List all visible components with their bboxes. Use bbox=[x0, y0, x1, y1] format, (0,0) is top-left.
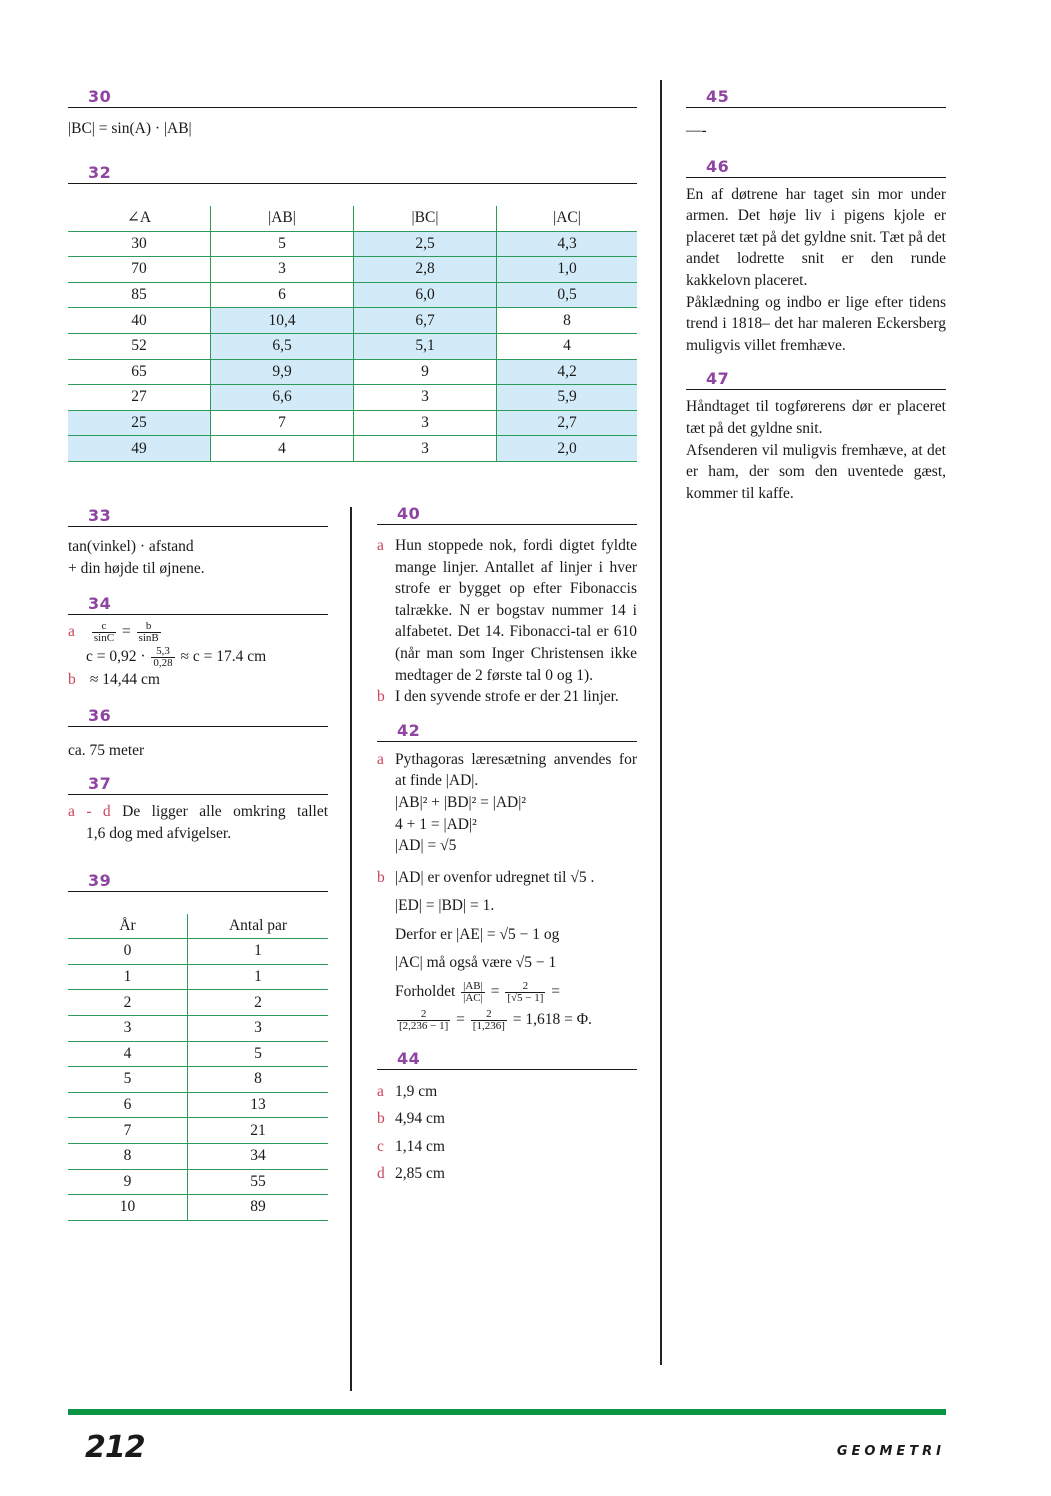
table-row bbox=[68, 1143, 328, 1169]
page-number: 212 bbox=[85, 1430, 145, 1465]
section-30 bbox=[68, 87, 637, 140]
table-cell: 0,5 bbox=[497, 282, 638, 308]
table-cell: 49 bbox=[68, 436, 211, 462]
item-label: a bbox=[68, 623, 75, 641]
ratio-result-line: $\frac{2}{[2,236 - 1]}$ = $\frac{2}{[1,236]}$ = 1,618 = Φ. bbox=[399, 1008, 592, 1033]
fraction: $\frac{2}{[1,236]}$ bbox=[472, 1008, 505, 1033]
table-cell: 5 bbox=[68, 1067, 188, 1093]
section-number: 39 bbox=[68, 871, 328, 892]
table-cell: 6 bbox=[68, 1092, 188, 1118]
table-row bbox=[68, 1067, 328, 1093]
table-cell: 8 bbox=[497, 308, 638, 334]
left-column bbox=[68, 506, 328, 1221]
table-row bbox=[68, 1118, 328, 1144]
table-cell: 2,8 bbox=[354, 257, 497, 283]
table-header-row bbox=[68, 914, 328, 939]
table-cell: 6,0 bbox=[354, 282, 497, 308]
table-row bbox=[68, 1169, 328, 1195]
section-number: 46 bbox=[686, 157, 946, 178]
table-cell: 2,7 bbox=[497, 410, 638, 436]
item-label: b bbox=[377, 868, 385, 886]
answer-line: tan(vinkel) · afstand bbox=[68, 538, 194, 555]
table-cell: 6,7 bbox=[354, 308, 497, 334]
table-cell: 27 bbox=[68, 385, 211, 411]
section-37 bbox=[68, 774, 328, 844]
list-item: d 2,85 cm bbox=[377, 1165, 445, 1183]
fraction: $\frac{5,3}{0,28}$ bbox=[153, 645, 173, 670]
item-label: b bbox=[68, 671, 76, 689]
section-36 bbox=[68, 706, 328, 762]
table-cell: 6,5 bbox=[211, 333, 354, 359]
table-row bbox=[68, 359, 637, 385]
table-cell: 9,9 bbox=[211, 359, 354, 385]
table-cell: 7 bbox=[68, 1118, 188, 1144]
table-cell: 3 bbox=[354, 436, 497, 462]
table-cell: 4,3 bbox=[497, 231, 638, 257]
section-number: 45 bbox=[686, 87, 946, 108]
table-cell: 34 bbox=[188, 1143, 329, 1169]
answer-line: 1,6 dog med afvigelser. bbox=[86, 824, 232, 842]
section-40 bbox=[377, 504, 637, 708]
table-cell: 2,0 bbox=[497, 436, 638, 462]
middle-column bbox=[377, 504, 637, 1188]
item-label: a bbox=[377, 537, 384, 554]
paragraph: En af døtrene har taget sin mor under armen. Det høje liv i pigens kjole er placeret tæt på det gyldne snit. Tæt på det andet lodrette snit er den runde kakkelovn placeret. bbox=[686, 185, 946, 289]
footer-bar bbox=[68, 1409, 946, 1415]
table-cell: 4,2 bbox=[497, 359, 638, 385]
answer-list bbox=[377, 1078, 637, 1188]
section-39 bbox=[68, 871, 328, 1221]
fraction: $\frac{|AB|}{|AC|}$ bbox=[463, 979, 483, 1004]
table-cell: 2,5 bbox=[354, 231, 497, 257]
section-number: 47 bbox=[686, 369, 946, 390]
table-cell: 55 bbox=[188, 1169, 329, 1195]
table-row bbox=[68, 1041, 328, 1067]
table-cell: 8 bbox=[68, 1143, 188, 1169]
table-cell: 1 bbox=[188, 939, 329, 965]
table-cell: 2 bbox=[68, 990, 188, 1016]
table-cell: 9 bbox=[68, 1169, 188, 1195]
table-row bbox=[68, 990, 328, 1016]
table-cell: 40 bbox=[68, 308, 211, 334]
fibonacci-table bbox=[68, 914, 328, 1221]
table-cell: 6 bbox=[211, 282, 354, 308]
table-row bbox=[68, 410, 637, 436]
list-item: c 1,14 cm bbox=[377, 1137, 445, 1155]
table-cell: 3 bbox=[188, 1015, 329, 1041]
table-cell: 85 bbox=[68, 282, 211, 308]
answer-text: |BC| = sin(A) · |AB| bbox=[68, 120, 192, 137]
table-row bbox=[68, 308, 637, 334]
table-cell: 0 bbox=[68, 939, 188, 965]
table-cell: 25 bbox=[68, 410, 211, 436]
table-cell: 9 bbox=[354, 359, 497, 385]
answer-text: ca. 75 meter bbox=[68, 741, 145, 759]
fraction: $\frac{c}{\sin C}$ bbox=[93, 620, 115, 645]
table-cell: 89 bbox=[188, 1195, 329, 1221]
table-cell: 65 bbox=[68, 359, 211, 385]
column-header: |BC| bbox=[354, 206, 497, 231]
table-row bbox=[68, 282, 637, 308]
column-header: ∠A bbox=[68, 206, 211, 231]
fraction: $\frac{2}{[2,236 - 1]}$ bbox=[399, 1008, 449, 1033]
item-label: a - d bbox=[68, 803, 111, 821]
section-number: 36 bbox=[68, 706, 328, 727]
table-cell: 7 bbox=[211, 410, 354, 436]
item-label: a bbox=[377, 750, 384, 768]
section-34 bbox=[68, 594, 328, 691]
table-cell: 3 bbox=[354, 410, 497, 436]
fraction: $\frac{2}{[√5 - 1]}$ bbox=[507, 979, 544, 1004]
item-label: b bbox=[377, 688, 385, 706]
list-item: a 1,9 cm bbox=[377, 1082, 438, 1100]
fraction: $\frac{b}{\sin B}$ bbox=[138, 620, 159, 645]
column-header: År bbox=[68, 914, 188, 939]
angle-sides-table bbox=[68, 206, 637, 462]
table-row bbox=[68, 333, 637, 359]
list-item: b 4,94 cm bbox=[377, 1110, 445, 1128]
section-number: 30 bbox=[68, 87, 637, 108]
section-44 bbox=[377, 1049, 637, 1188]
sub-answer-a-line2: c = 0,92 · $\frac{5,3}{0,28}$ ≈ c = 17.4 cm bbox=[86, 645, 267, 670]
section-42 bbox=[377, 721, 637, 1035]
table-cell: 3 bbox=[211, 257, 354, 283]
table-cell: 5 bbox=[188, 1041, 329, 1067]
table-row bbox=[68, 436, 637, 462]
paragraph: Påklædning og indbo er lige efter tidens trend i 1818– det har maleren Eckersberg muligvis villet fremhæve. bbox=[686, 293, 946, 354]
section-32 bbox=[68, 163, 637, 462]
paragraph: Håndtaget til togførerens dør er placeret tæt på det gyldne snit. bbox=[686, 398, 946, 437]
section-47 bbox=[686, 369, 946, 504]
column-header: |AC| bbox=[497, 206, 638, 231]
table-header-row bbox=[68, 206, 637, 231]
section-45 bbox=[686, 87, 946, 142]
table-cell: 1 bbox=[188, 964, 329, 990]
section-number: 34 bbox=[68, 594, 328, 615]
sub-answer-b: b ≈ 14,44 cm bbox=[68, 669, 328, 691]
paragraph: Afsenderen vil muligvis fremhæve, at det er ham, der som den uventede gæst, kommer til kaffe. bbox=[686, 441, 946, 502]
table-cell: 21 bbox=[188, 1118, 329, 1144]
section-33 bbox=[68, 506, 328, 579]
table-cell: 70 bbox=[68, 257, 211, 283]
table-cell: 1,0 bbox=[497, 257, 638, 283]
table-row bbox=[68, 939, 328, 965]
table-cell: 5,9 bbox=[497, 385, 638, 411]
section-number: 33 bbox=[68, 506, 328, 527]
column-header: Antal par bbox=[188, 914, 329, 939]
section-number: 32 bbox=[68, 163, 637, 184]
table-cell: 3 bbox=[354, 385, 497, 411]
table-cell: 6,6 bbox=[211, 385, 354, 411]
right-column bbox=[686, 87, 946, 504]
section-number: 42 bbox=[377, 721, 637, 742]
table-row bbox=[68, 257, 637, 283]
section-number: 40 bbox=[377, 504, 637, 525]
sub-answer-b: b I den syvende strofe er der 21 linjer. bbox=[377, 686, 637, 708]
column-header: |AB| bbox=[211, 206, 354, 231]
sub-answer-a: a Pythagoras læresætning anvendes for at finde |AD|. |AB|² + |BD|² = |AD|² 4 + 1 = |AD|² |AD| = √5 bbox=[377, 750, 637, 855]
answer-text: —- bbox=[686, 122, 707, 139]
table-cell: 10 bbox=[68, 1195, 188, 1221]
table-row bbox=[68, 964, 328, 990]
column-divider-right bbox=[660, 80, 662, 1365]
answer-line: + din højde til øjnene. bbox=[68, 559, 205, 577]
table-row bbox=[68, 1015, 328, 1041]
table-cell: 52 bbox=[68, 333, 211, 359]
chapter-title: GEOMETRI bbox=[836, 1444, 945, 1459]
table-row bbox=[68, 1092, 328, 1118]
section-number: 44 bbox=[377, 1049, 637, 1070]
table-cell: 5 bbox=[211, 231, 354, 257]
table-cell: 3 bbox=[68, 1015, 188, 1041]
table-cell: 8 bbox=[188, 1067, 329, 1093]
table-row bbox=[68, 231, 637, 257]
sub-answer-a-d: a - d De ligger alle omkring tallet bbox=[68, 803, 329, 821]
table-row bbox=[68, 1195, 328, 1221]
sub-answer-a: a $\frac{c}{\sin C}$ = $\frac{b}{\sin B}$ bbox=[68, 620, 159, 645]
ratio-line: Forholdet $\frac{|AB|}{|AC|}$ = $\frac{2}{[√5 - 1]}$ = bbox=[395, 979, 561, 1004]
table-cell: 5,1 bbox=[354, 333, 497, 359]
table-cell: 4 bbox=[211, 436, 354, 462]
table-cell: 13 bbox=[188, 1092, 329, 1118]
table-row bbox=[68, 385, 637, 411]
table-cell: 2 bbox=[188, 990, 329, 1016]
table-cell: 4 bbox=[68, 1041, 188, 1067]
column-divider-middle bbox=[350, 507, 352, 1391]
section-number: 37 bbox=[68, 774, 328, 795]
table-cell: 1 bbox=[68, 964, 188, 990]
table-cell: 10,4 bbox=[211, 308, 354, 334]
section-46 bbox=[686, 157, 946, 357]
sub-answer-a: a Hun stoppede nok, fordi digtet fyldte mange linjer. Antallet af linjer i hver strofe er bygget op efter Fibonaccis talrække. N er bogstav nummer 14 i alfabetet. Det 14. Fibonacci-tal er 610 (når man som Inger Christensen ikke medtager de 2 første tal 0 og 1). bbox=[377, 537, 637, 684]
sub-answer-b: b |AD| er ovenfor udregnet til √5 . |ED| = |BD| = 1. Derfor er |AE| = √5 − 1 og |AC| må også være √5 − 1 Forholdet $\frac{|AB|}{|AC|}$ = $\frac{2}{[√5 - 1]}$ = $\frac{2}{[2,236 - 1]}$ = $\frac{2}{[1,236]}$ = 1,618 = Φ. bbox=[377, 864, 637, 1035]
table-cell: 30 bbox=[68, 231, 211, 257]
table-cell: 4 bbox=[497, 333, 638, 359]
